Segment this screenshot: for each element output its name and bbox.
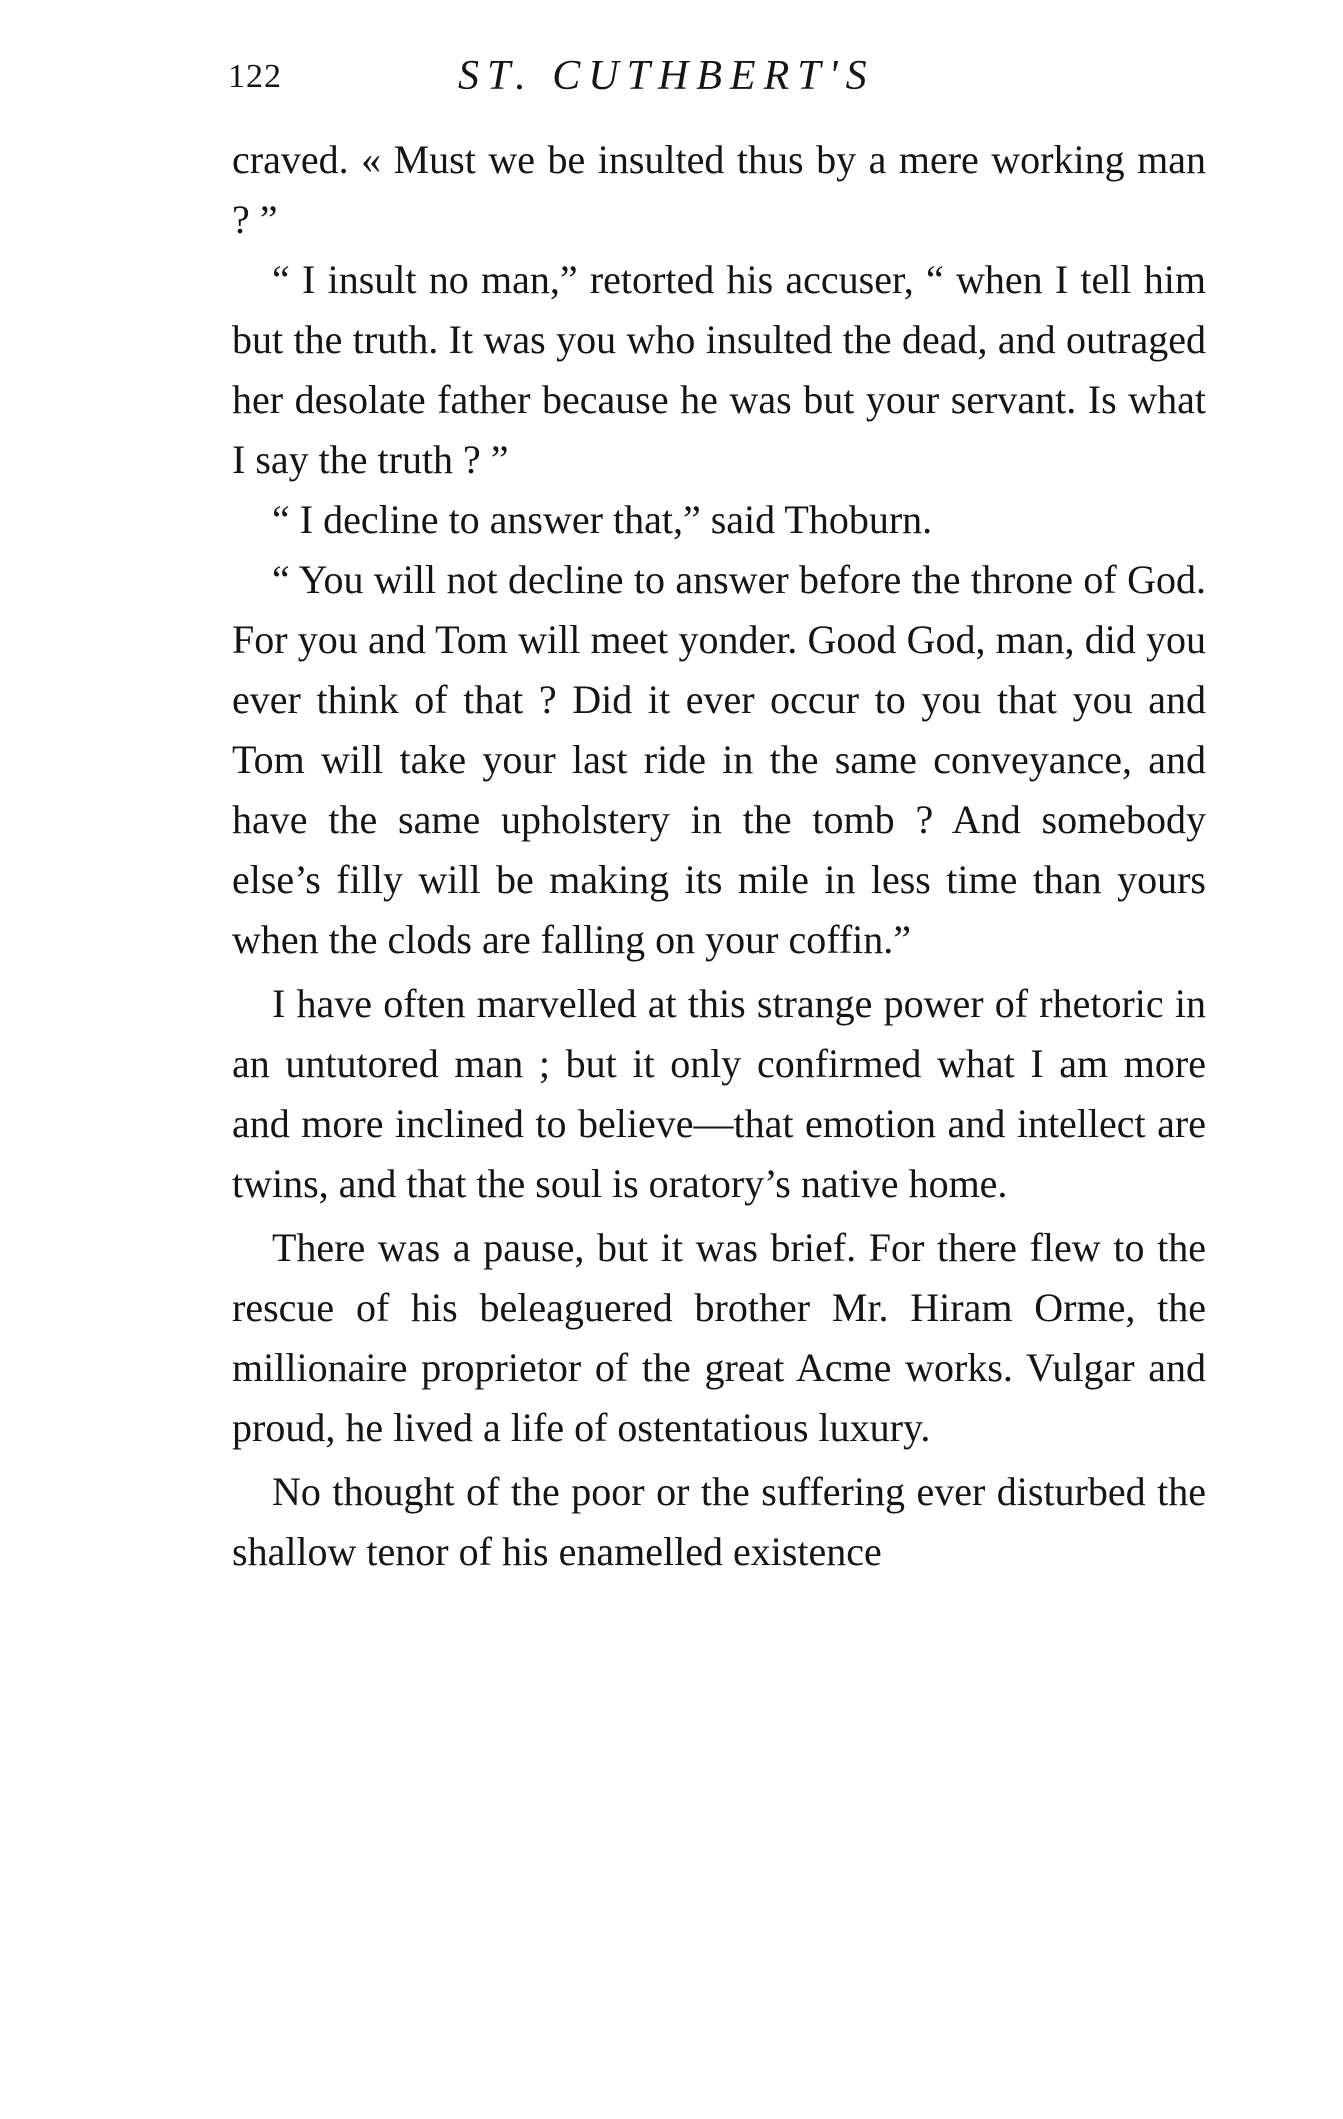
paragraph: I have often marvelled at this strange power of rhetoric in an untutored man ; but it only confirmed what I am more and more inclined to believe—that emotion and intellect are twins, and that the soul is oratory’s native home. bbox=[232, 981, 1206, 1206]
running-title: ST. CUTHBERT'S bbox=[458, 53, 875, 99]
paragraph: There was a pause, but it was brief. For there flew to the rescue of his beleaguered brother Mr. Hiram Orme, the millionaire proprietor of the great Acme works. Vulgar and proud, he lived a life of ostentatious luxury. bbox=[232, 1225, 1206, 1450]
paragraph: craved. « Must we be insulted thus by a mere working man ? ” bbox=[232, 137, 1206, 242]
paragraph: “ I insult no man,” retorted his accuser, “ when I tell him but the truth. It was you who insulted the dead, and outraged her desolate father because he was but your servant. Is what I say the truth ? ” bbox=[232, 257, 1206, 482]
paragraph: “ I decline to answer that,” said Thoburn. bbox=[272, 497, 933, 542]
page-number: 122 bbox=[228, 58, 282, 95]
running-head bbox=[228, 52, 1208, 112]
body-text bbox=[232, 130, 1206, 1582]
paragraph: “ You will not decline to answer before the throne of God. For you and Tom will meet yonder. Good God, man, did you ever think of that ? Did it ever occur to you that you and Tom will take your last ride in the same conveyance, and have the same upholstery in the tomb ? And somebody else’s filly will be making its mile in less time than yours when the clods are falling on your coffin.” bbox=[232, 557, 1206, 962]
paragraph: No thought of the poor or the suffering ever disturbed the shallow tenor of his enamelled existence bbox=[232, 1469, 1206, 1574]
